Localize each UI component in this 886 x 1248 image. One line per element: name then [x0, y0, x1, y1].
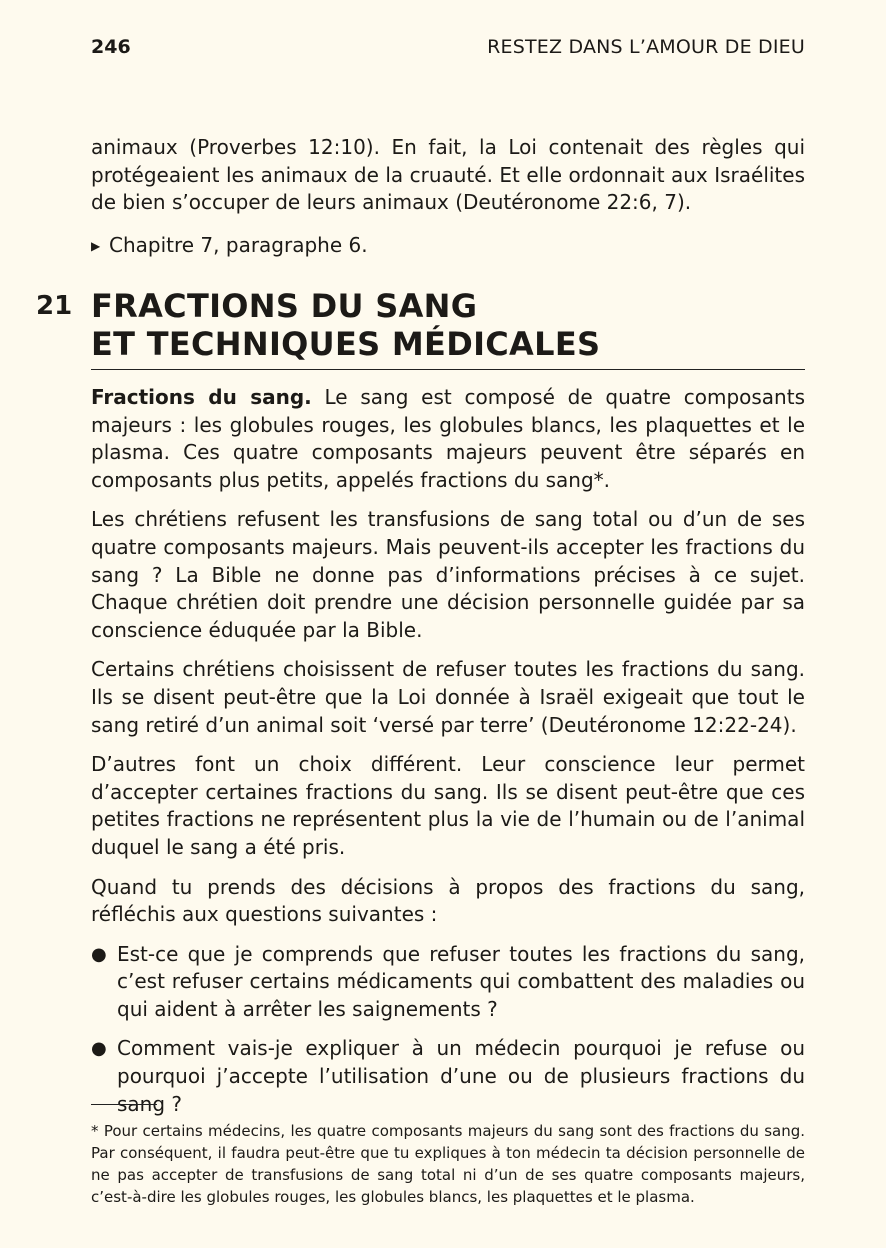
section-divider: [91, 369, 805, 370]
paragraph-1: [91, 384, 805, 494]
section-title: [91, 287, 600, 363]
running-title: RESTEZ DANS L’AMOUR DE DIEU: [487, 36, 805, 58]
continuation-paragraph: animaux (Proverbes 12:10). En fait, la Loi contenait des règles qui protégeaient les animaux de la cruauté. Et elle ordonnait aux Israélites de bien s’occuper de leurs animaux (Deutéronome 22:6, 7).: [91, 135, 805, 215]
paragraph-1-lead: Fractions du sang.: [91, 385, 312, 409]
paragraph-3: Certains chrétiens choisissent de refuser toutes les fractions du sang. Ils se disent peut-être que la Loi donnée à Israël exigeait que tout le sang retiré d’un animal soit ‘versé par terre’ (Deutéronome 12:22-24).: [91, 657, 805, 737]
cross-reference-text: Chapitre 7, paragraphe 6.: [109, 233, 368, 257]
paragraph-4: D’autres font un choix différent. Leur conscience leur permet d’accepter certaines fractions du sang. Ils se disent peut-être que ces petites fractions ne représentent plus la vie de l’humain ou de l’animal duquel le sang a été pris.: [91, 752, 805, 859]
triangle-right-icon: ▶: [91, 239, 101, 253]
footnote-divider: [91, 1104, 157, 1105]
list-item: [91, 941, 805, 1024]
footnote: * Pour certains médecins, les quatre composants majeurs du sang sont des fractions du sang. Par conséquent, il faudra peut-être que tu expliques à ton médecin ta décision personnelle de ne pas accepter de transfusions de sang total ni d’un de ses quatre composants majeurs, c’est-à-dire les globules rouges, les globules blancs, les plaquettes et le plasma.: [91, 1122, 805, 1206]
section-title-line1: FRACTIONS DU SANG: [91, 287, 478, 325]
question-list: [91, 941, 805, 1119]
section-body: [91, 384, 805, 1130]
cross-reference-link[interactable]: [91, 232, 368, 260]
page-number: 246: [91, 36, 131, 58]
section-title-line2: ET TECHNIQUES MÉDICALES: [91, 325, 601, 363]
paragraph-2: Les chrétiens refusent les transfusions de sang total ou d’un de ses quatre composants majeurs. Mais peuvent-ils accepter les fractions du sang ? La Bible ne donne pas d’informations précises à ce sujet. Chaque chrétien doit prendre une décision personnelle guidée par sa conscience éduquée par la Bible.: [91, 507, 805, 642]
paragraph-5: Quand tu prends des décisions à propos des fractions du sang, réfléchis aux questions suivantes :: [91, 874, 805, 927]
section-number: 21: [36, 291, 73, 321]
list-item-text: Comment vais-je expliquer à un médecin pourquoi je refuse ou pourquoi j’accepte l’utilisation d’une ou de plusieurs fractions du sang ?: [117, 1036, 805, 1116]
list-item: [91, 1035, 805, 1118]
paragraph-1-text: Le sang est composé de quatre composants majeurs : les globules rouges, les globules blancs, les plaquettes et le plasma. Ces quatre composants majeurs peuvent être séparés en composants plus petits, appelés fractions du sang*.: [91, 385, 805, 492]
bullet-icon: ●: [91, 943, 107, 965]
running-header: [91, 36, 805, 60]
bullet-icon: ●: [91, 1038, 107, 1060]
list-item-text: Est-ce que je comprends que refuser toutes les fractions du sang, c’est refuser certains médicaments qui combattent des maladies ou qui aident à arrêter les saignements ?: [117, 941, 805, 1021]
